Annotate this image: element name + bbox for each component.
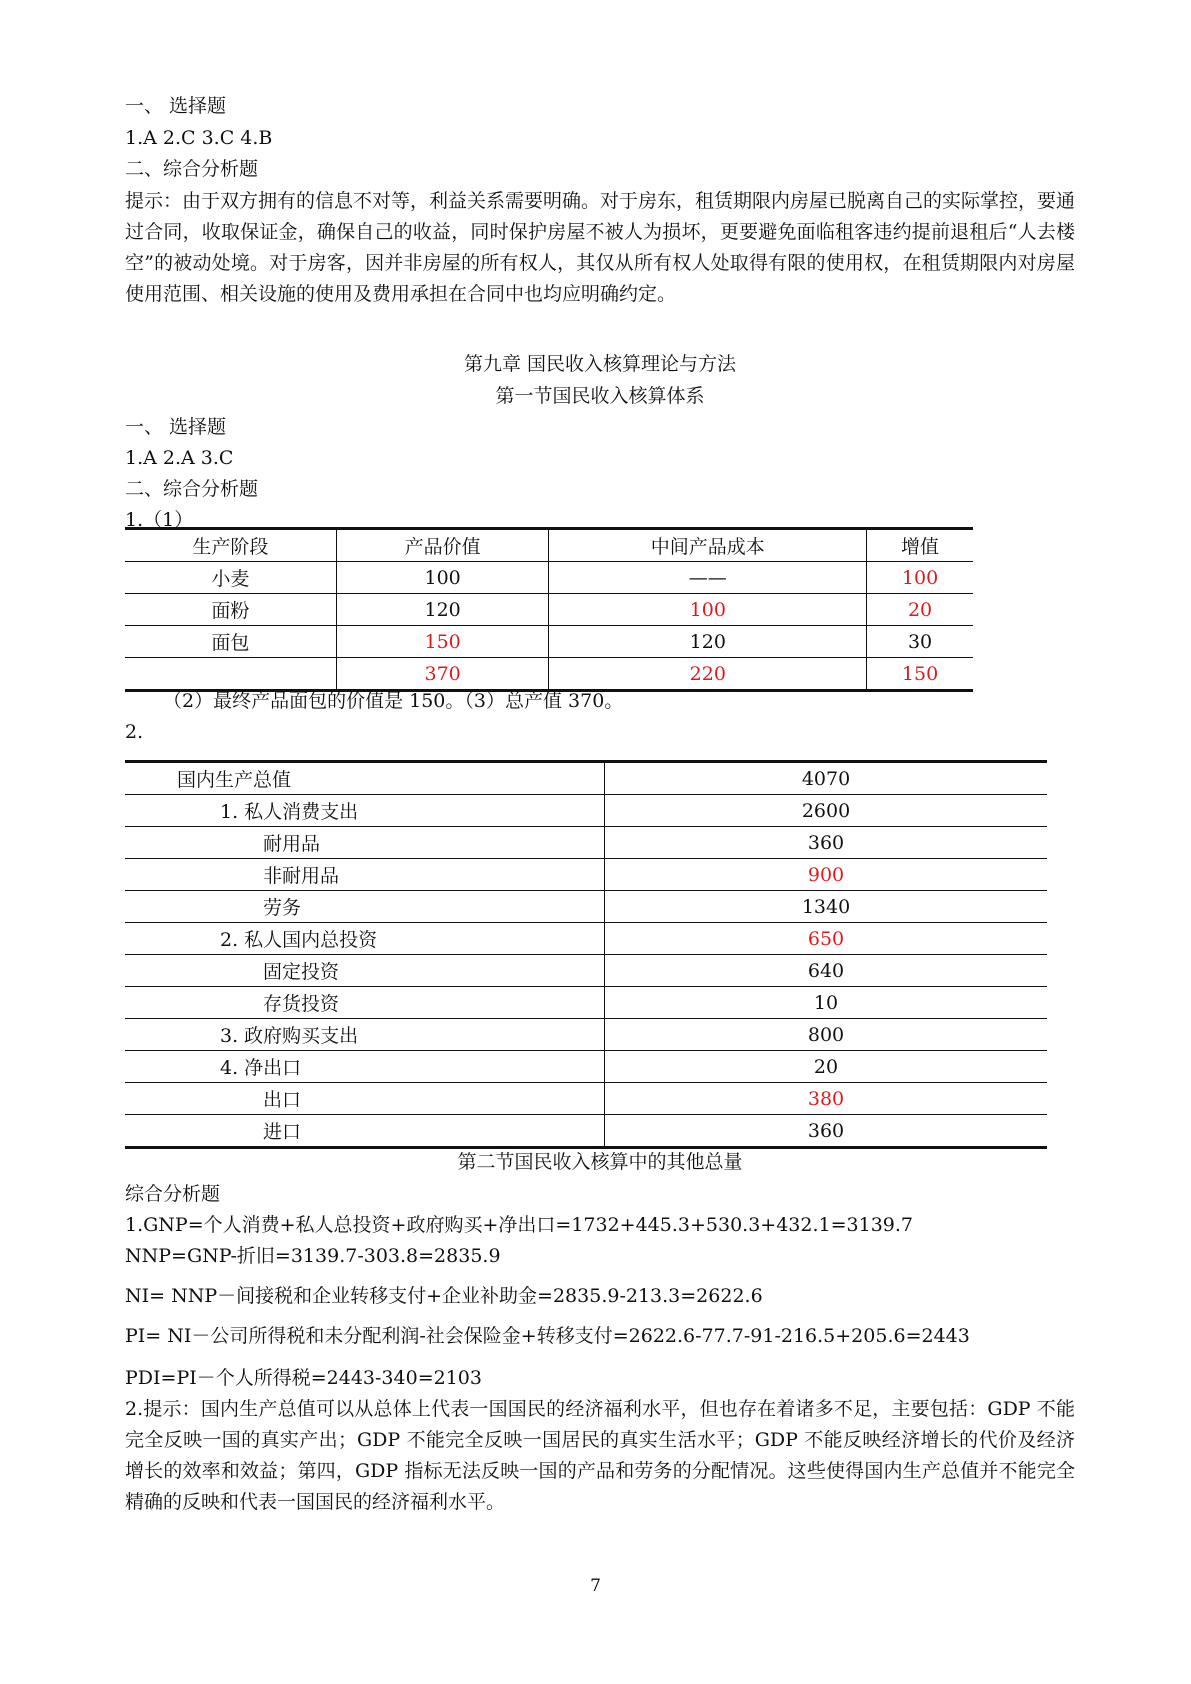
table-cell: 370 [336, 658, 549, 691]
gdp-item-value: 20 [605, 1051, 1048, 1083]
table-row [125, 955, 1047, 987]
gdp-item-value: 380 [605, 1083, 1048, 1115]
table-row [125, 827, 1047, 859]
gdp-item-value: 1340 [605, 891, 1048, 923]
gdp-item-label: 耐用品 [125, 827, 605, 859]
table-row [125, 562, 973, 594]
heading-analysis-2: 二、综合分析题 [125, 478, 259, 500]
table-cell: 小麦 [125, 562, 336, 594]
table-header-row [125, 529, 973, 562]
gdp-item-label: 存货投资 [125, 987, 605, 1019]
table-row [125, 891, 1047, 923]
table-cell: 100 [867, 562, 973, 594]
gdp-item-label: 1. 私人消费支出 [125, 795, 605, 827]
hint-paragraph-1: 提示：由于双方拥有的信息不对等，利益关系需要明确。对于房东，租赁期限内房屋已脱离自己的实际掌控，要通过合同，收取保证金，确保自己的收益，同时保护房屋不被人为损坏，更要避免面临租客违约提前退租后“人去楼空”的被动处境。对于房客，因并非房屋的所有权人，其仅从所有权人处取得有限的使用权，在租赁期限内对房屋使用范围、相关设施的使用及费用承担在合同中也均应明确约定。 [125, 190, 1076, 305]
question-1-tail: （2）最终产品面包的价值是 150。（3）总产值 370。 [163, 690, 624, 712]
gdp-item-value: 900 [605, 859, 1048, 891]
gdp-item-label: 3. 政府购买支出 [125, 1019, 605, 1051]
gdp-item-value: 640 [605, 955, 1048, 987]
table-header-cell: 产品价值 [336, 529, 549, 562]
table-cell: 150 [867, 658, 973, 691]
table-row [125, 594, 973, 626]
table-row [125, 795, 1047, 827]
gdp-item-value: 2600 [605, 795, 1048, 827]
table-cell: 100 [336, 562, 549, 594]
gdp-item-label: 出口 [125, 1083, 605, 1115]
gdp-expenditure-table [125, 760, 1047, 1149]
answers-choice-2: 1.A 2.A 3.C [125, 447, 234, 469]
question-2-label: 2. [125, 721, 144, 743]
table-cell: 30 [867, 626, 973, 658]
gdp-item-value: 360 [605, 827, 1048, 859]
table-total-row [125, 658, 973, 691]
gdp-item-label: 劳务 [125, 891, 605, 923]
table-header-cell: 增值 [867, 529, 973, 562]
heading-choice-2: 一、 选择题 [125, 416, 227, 438]
gdp-item-label: 4. 净出口 [125, 1051, 605, 1083]
table-cell: 面粉 [125, 594, 336, 626]
formula-nnp: NNP=GNP-折旧=3139.7-303.8=2835.9 [125, 1245, 501, 1267]
table-cell: 120 [336, 594, 549, 626]
gdp-item-value: 360 [605, 1115, 1048, 1148]
gdp-item-label: 非耐用品 [125, 859, 605, 891]
hint-paragraph-2: 2.提示：国内生产总值可以从总体上代表一国国民的经济福利水平，但也存在着诸多不足，主要包括：GDP 不能完全反映一国的真实产出；GDP 不能完全反映一国居民的真实生活水平；GDP 不能反映经济增长的代价及经济增长的效率和效益；第四，GDP 指标无法反映一国的产品和劳务的分配情况。这些使得国内生产总值并不能完全精确的反映和代表一国国民的经济福利水平。 [125, 1398, 1075, 1513]
table-row [125, 626, 973, 658]
table-cell: 100 [549, 594, 867, 626]
table-row [125, 859, 1047, 891]
value-added-table [125, 527, 973, 692]
gdp-item-label: 固定投资 [125, 955, 605, 987]
formula-gnp: 1.GNP=个人消费+私人总投资+政府购买+净出口=1732+445.3+530.3+432.1=3139.7 [125, 1214, 914, 1236]
formula-ni: NI= NNP－间接税和企业转移支付+企业补助金=2835.9-213.3=2622.6 [125, 1285, 763, 1307]
answers-choice-1: 1.A 2.C 3.C 4.B [125, 127, 273, 149]
question-1-label: 1.（1） [125, 509, 194, 531]
gdp-item-value: 4070 [605, 762, 1048, 795]
gdp-item-label: 国内生产总值 [125, 762, 605, 795]
table-row [125, 1019, 1047, 1051]
page-number: 7 [590, 1576, 601, 1596]
formula-pdi: PDI=PI－个人所得税=2443-340=2103 [125, 1367, 482, 1389]
chapter-title: 第九章 国民收入核算理论与方法 [463, 353, 737, 375]
gdp-item-value: 800 [605, 1019, 1048, 1051]
section-title-2: 第二节国民收入核算中的其他总量 [457, 1151, 743, 1173]
table-header-cell: 中间产品成本 [549, 529, 867, 562]
heading-analysis-1: 二、综合分析题 [125, 158, 259, 180]
table-cell: —— [549, 562, 867, 594]
table-row [125, 1051, 1047, 1083]
table-row [125, 987, 1047, 1019]
table-cell: 150 [336, 626, 549, 658]
formula-pi: PI= NI－公司所得税和未分配利润-社会保险金+转移支付=2622.6-77.7-91-216.5+205.6=2443 [125, 1325, 970, 1347]
gdp-item-value: 650 [605, 923, 1048, 955]
table-row [125, 1115, 1047, 1148]
gdp-item-value: 10 [605, 987, 1048, 1019]
heading-choice-1: 一、 选择题 [125, 95, 227, 117]
table-cell: 20 [867, 594, 973, 626]
table-cell: 220 [549, 658, 867, 691]
table-row [125, 1083, 1047, 1115]
gdp-item-label: 2. 私人国内总投资 [125, 923, 605, 955]
table-cell: 120 [549, 626, 867, 658]
table-row [125, 762, 1047, 795]
table-cell [125, 658, 336, 691]
heading-analysis-3: 综合分析题 [125, 1183, 221, 1205]
gdp-item-label: 进口 [125, 1115, 605, 1148]
table-header-cell: 生产阶段 [125, 529, 336, 562]
table-row [125, 923, 1047, 955]
section-title-1: 第一节国民收入核算体系 [495, 385, 705, 407]
table-cell: 面包 [125, 626, 336, 658]
